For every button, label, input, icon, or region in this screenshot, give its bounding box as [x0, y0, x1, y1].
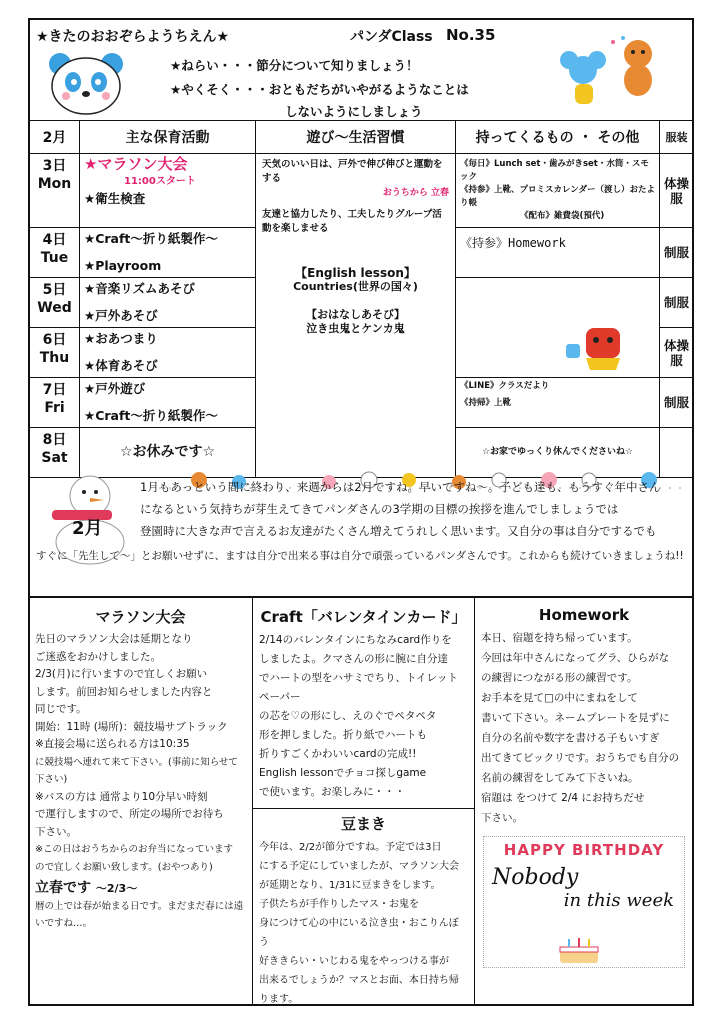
marathon-title: マラソン大会: [95, 608, 186, 626]
activity-thu-2: ★体育あそび: [84, 358, 158, 373]
play-text-1: 天気のいい日は、戸外で伸び伸びと運動をする: [262, 159, 443, 184]
birthday-box: [483, 836, 685, 968]
bring-sat: ☆お家でゆっくり休んでくださいね☆: [456, 428, 660, 478]
mamemaki-section: [253, 808, 474, 1013]
marathon-line-8: に競技場へ連れて来て下さい。(事前に知らせて下さい): [35, 756, 238, 785]
hygiene-check: ★衛生検査: [84, 191, 146, 206]
aim-line-1: ★ねらい・・・節分について知りましょう！: [170, 58, 419, 73]
weekly-schedule-table: [29, 120, 694, 478]
marathon-line-11: 下さい。: [35, 825, 77, 838]
marathon-section: [29, 596, 253, 1006]
message-line-1: 1月もあっという間に終わり、来週からは2月ですね。早いですね～。子ども達も、もうすぐ年中さん: [140, 480, 661, 494]
birthday-line-1: Nobody: [492, 865, 579, 890]
marathon-line-9: ※バスの方は 通常より10分早い時刻: [35, 790, 208, 803]
activity-wed-2: ★戸外あそび: [84, 308, 158, 323]
school-name: ★きたのおおぞらようちえん★: [36, 29, 230, 45]
craft-line-6: 折りすごくかわいいcardの完成!!: [259, 748, 417, 760]
bring-tue: 《持参》Homework: [456, 228, 660, 278]
lion-dance-icon: [556, 318, 636, 374]
craft-line-1: 2/14のバレンタインにちなみcard作りを: [259, 634, 452, 646]
activities-thu: [80, 328, 256, 378]
aim-line-3: しないようにしましょう: [285, 104, 423, 119]
marathon-line-5: 同じです。: [35, 703, 87, 715]
issue-number: No.35: [446, 26, 496, 44]
month-badge: 2月: [72, 518, 103, 539]
day-sat: 8日 Sat: [30, 428, 80, 478]
activities-tue: [80, 228, 256, 278]
activity-tue-1: ★Craft～折り紙製作～: [84, 231, 218, 246]
craft-section: [253, 596, 475, 1006]
play-habits-cell: [256, 154, 456, 478]
activity-fri-1: ★戸外遊び: [84, 381, 146, 396]
homework-title: Homework: [538, 606, 630, 624]
class-name: パンダClass: [350, 29, 433, 45]
birthday-line-2: in this week: [563, 890, 674, 911]
marathon-line-7: ※直接会場に送られる方は10:35: [35, 738, 190, 750]
header-activities: 主な保育活動: [80, 121, 256, 154]
birthday-heading: HAPPY BIRTHDAY: [503, 841, 665, 859]
message-line-4: すぐに「先生して～」とお願いせずに、ますは自分で出来る事は自分で頑張っているパンダさんです。これからも続けていきましょうね!!: [36, 550, 684, 562]
english-lesson-title: 【English lesson】: [295, 266, 416, 280]
homework-section: [475, 596, 693, 1006]
clothes-thu: 体操服: [660, 328, 694, 378]
header-month: 2月: [30, 121, 80, 154]
mamemaki-line-7: 出来るでしょうか？マスとお面、本日持ち帰ります。: [259, 975, 459, 1005]
craft-title: Craft「バレンタインカード」: [260, 608, 467, 626]
day-thu: 6日 Thu: [30, 328, 80, 378]
marathon-start-time: 11:00スタート: [124, 176, 196, 187]
clothes-wed: 制服: [660, 278, 694, 328]
marathon-line-13: ので宜しくお願い致します。(おやつあり): [35, 861, 213, 873]
bring-mon-line-3: 《配布》雑費袋(預代): [520, 211, 605, 221]
bring-fri-line-1: 《LINE》クラスだより: [460, 381, 550, 391]
activities-sat: ☆お休みです☆: [80, 428, 256, 478]
bring-fri: [456, 378, 660, 428]
homework-line-6: 自分の名前や数字を書ける子もいすぎ: [481, 732, 660, 744]
mamemaki-line-4: 子供たちが手作りしたマス・お鬼を: [259, 899, 419, 910]
marathon-line-1: 先日のマラソン大会は延期となり: [35, 633, 193, 645]
day-mon: 3日 Mon: [30, 154, 80, 228]
homework-line-10: 下さい。: [481, 812, 523, 824]
message-line-3: 登園時に大きな声で言えるお友達がたくさん増えてうれしく思います。又自分の事は自分でするでも: [140, 524, 657, 538]
bring-fri-line-2: 《持帰》上靴: [460, 398, 512, 408]
story-play-title: 【おはなしあそび】: [306, 308, 405, 321]
activity-tue-2: ★Playroom: [84, 258, 162, 273]
mamemaki-line-6: 好ききらい・いじわる鬼をやっつける事が: [259, 956, 449, 967]
risshun-date: ～2/3～: [95, 882, 138, 895]
header-bring: 持ってくるもの ・ その他: [456, 121, 660, 154]
craft-line-2: しましたよ。クマさんの形に腕に自分達: [259, 653, 448, 665]
craft-line-8: で使います。お楽しみに・・・: [259, 786, 406, 798]
day-tue: 4日 Tue: [30, 228, 80, 278]
activities-mon: [80, 154, 256, 228]
homework-line-8: 名前の練習をしてみて下さいね。: [481, 772, 639, 784]
homework-line-5: 書いて下さい。ネームプレートを見ずに: [481, 712, 670, 724]
marathon-line-10: で運行しますので、所定の場所でお待ち: [35, 808, 224, 820]
clothes-mon: 体操服: [660, 154, 694, 228]
play-text-2: 友達と協力したり、工夫したりグループ活動を楽しませる: [262, 209, 442, 234]
bring-wed-thu: [456, 278, 660, 378]
marathon-line-4: します。前回お知らせしました内容と: [35, 685, 213, 698]
mamemaki-line-5: 身につけて心の中にいる泣き虫・おこりんぼう: [259, 918, 459, 948]
activity-wed-1: ★音楽リズムあそび: [84, 281, 195, 296]
marathon-line-2: ご迷惑をおかけしました。: [35, 650, 161, 663]
story-play-topic: 泣き虫鬼とケンカ鬼: [306, 322, 405, 335]
bring-mon-line-2: 《持参》上靴、プロミスカレンダー（渡し）おたより帳: [460, 185, 655, 208]
risshun-text: 暦の上では春が始まる日です。まだまだ春には遠いですね…。: [35, 900, 244, 929]
day-fri: 7日 Fri: [30, 378, 80, 428]
homework-line-4: お手本を見て□の中にまねをして: [481, 692, 638, 704]
marathon-line-12: ※この日はおうちからのお弁当になっています: [35, 844, 233, 855]
clothes-tue: 制服: [660, 228, 694, 278]
mamemaki-line-2: にする予定にしていましたが、マラソン大会: [259, 861, 459, 872]
mouse-and-squirrel-icon: [553, 32, 673, 112]
bring-mon: [456, 154, 660, 228]
mamemaki-line-1: 今年は、2/2が節分ですね。予定では3日: [259, 842, 442, 853]
homework-line-7: 出てきてビックリです。おうちでも自分の: [481, 752, 680, 764]
risshun-title: 立春です: [35, 880, 91, 896]
header-clothes: 服装: [660, 121, 694, 154]
mamemaki-line-3: が延期となり、1/31に豆まきをします。: [259, 880, 441, 891]
day-wed: 5日 Wed: [30, 278, 80, 328]
craft-line-5: 形を押しました。折り紙でハートも: [259, 729, 427, 741]
craft-line-4: の芯を♡の形にし、えのぐでペタペタ: [259, 710, 437, 722]
homework-line-2: 今回は年中さんになってグラ、ひらがな: [481, 652, 670, 664]
aim-line-2: ★やくそく・・・おともだちがいやがるようなことは: [170, 82, 469, 97]
activity-fri-2: ★Craft～折り紙製作～: [84, 408, 218, 423]
clothes-fri: 制服: [660, 378, 694, 428]
panda-icon: [46, 50, 126, 116]
bring-mon-line-1: 《毎日》Lunch set・歯みがきset・水筒・スモック: [460, 159, 649, 182]
activities-wed: [80, 278, 256, 328]
play-stamp: おうちから 立春: [382, 188, 449, 198]
mamemaki-title: 豆まき: [340, 815, 386, 833]
activity-thu-1: ★おあつまり: [84, 331, 158, 346]
english-lesson-topic: Countries(世界の国々): [293, 280, 418, 293]
marathon-event: ★マラソン大会: [84, 155, 188, 173]
cake-icon: [554, 935, 604, 965]
marathon-line-3: 2/3(月)に行いますので宜しくお願い: [35, 668, 208, 680]
homework-line-3: の練習につながる形の練習です。: [481, 672, 638, 684]
craft-line-7: English lessonでチョコ探しgame: [259, 767, 427, 779]
message-line-2: になるという気持ちが芽生えてきてパンダさんの3学期の目標の挨拶を進んでしましょうでは: [140, 502, 619, 516]
activities-fri: [80, 378, 256, 428]
header-play: 遊び～生活習慣: [256, 121, 456, 154]
craft-line-3: でハートの型をハサミでちり、トイレットペーパー: [259, 672, 458, 703]
homework-line-9: 宿題は をつけて 2/4 にお持ちだせ: [481, 792, 645, 804]
homework-line-1: 本日、宿題を持ち帰っています。: [481, 632, 638, 644]
marathon-line-6: 開始：11時 (場所)：競技場サブトラック: [35, 720, 228, 733]
